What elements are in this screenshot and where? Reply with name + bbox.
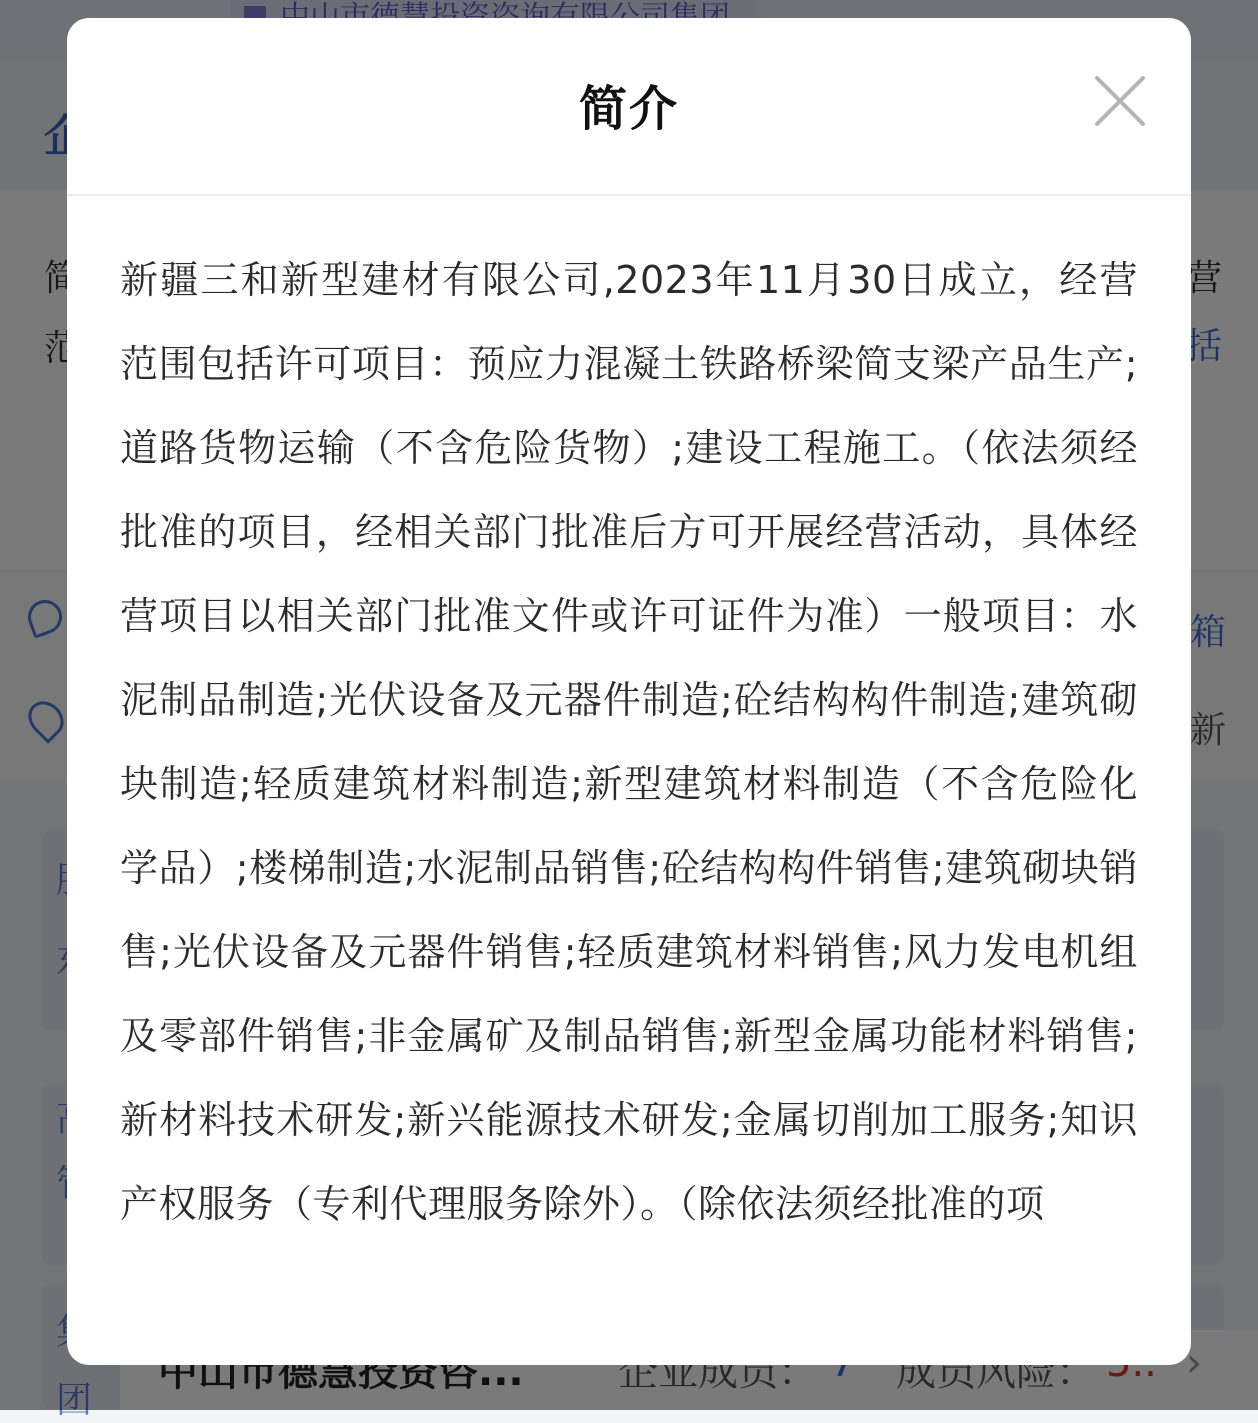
- modal-header: [67, 18, 1191, 196]
- company-intro-text: 新疆三和新型建材有限公司,2023年11月30日成立，经营范围包括许可项目：预应力混凝土铁路桥梁简支梁产品生产;道路货物运输（不含危险货物）;建设工程施工。（依法须经批准的项目，经相关部门批准后方可开展经营活动，具体经营项目以相关部门批准文件或许可证件为准）一般项目：水泥制品制造;光伏设备及元器件制造;砼结构构件制造;建筑砌块制造;轻质建筑材料制造;新型建筑材料制造（不含危险化学品）;楼梯制造;水泥制品销售;砼结构构件销售;建筑砌块销售;光伏设备及元器件销售;轻质建筑材料销售;风力发电机组及零部件销售;非金属矿及制品销售;新型金属功能材料销售;新材料技术研发;新兴能源技术研发;金属切削加工服务;知识产权服务（专利代理服务除外）。（除依法须经批准的项: [120, 258, 1138, 1226]
- close-icon: [1091, 72, 1149, 130]
- modal-body-scroll[interactable]: [120, 238, 1138, 1288]
- close-button[interactable]: [1091, 72, 1149, 130]
- modal-title: 简介: [578, 81, 679, 137]
- intro-modal: [67, 18, 1191, 1365]
